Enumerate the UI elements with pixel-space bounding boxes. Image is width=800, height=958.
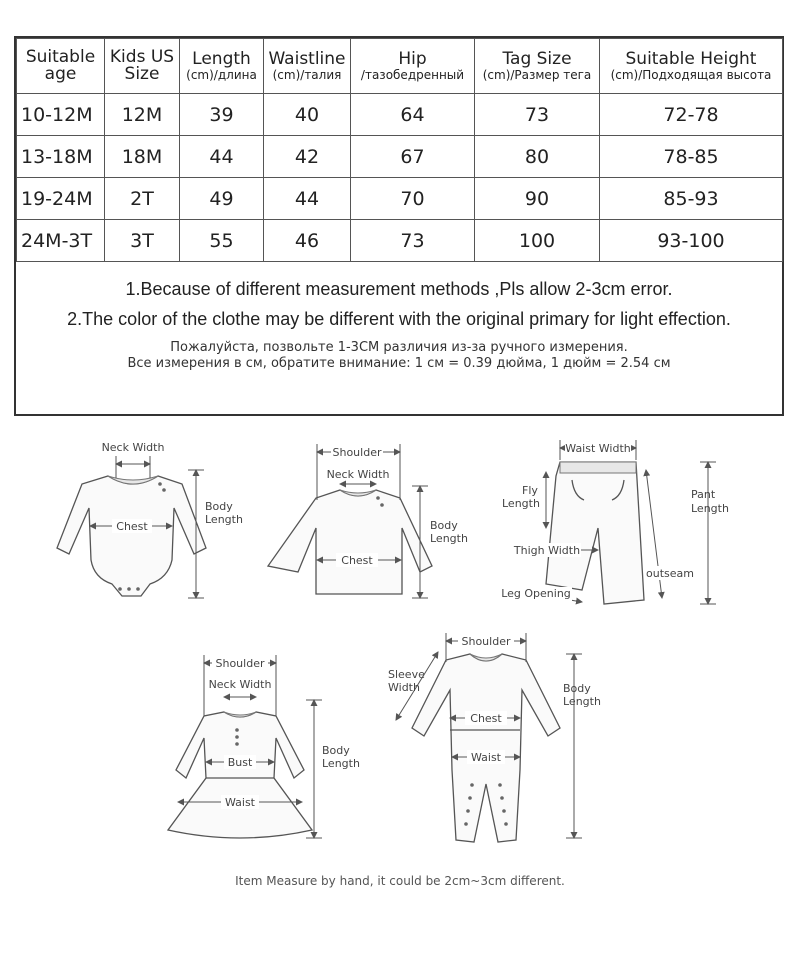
cell-length: 39 [180,94,264,136]
note-russian-2: Все измерения в см, обратите внимание: 1 см = 0.39 дюйма, 1 дюйм = 2.54 см [127,356,671,371]
table-row [17,220,783,262]
bodysuit-length-label-1: Body [205,500,233,513]
cell-tag-size: 80 [475,136,600,178]
dress-neck-label: Neck Width [208,678,272,691]
dress-bust-label: Bust [227,756,253,769]
header-sublabel: (cm)/Размер тега [482,67,592,82]
cell-age: 24M-3T [17,220,105,262]
header-label: Suitable [25,47,96,67]
romper-length-label-2: Length [563,695,601,708]
pants-outseam-label: outseam [646,567,694,580]
pants-diagram [500,440,729,604]
bodysuit-length-label-2: Length [205,513,243,526]
cell-hip: 73 [351,220,475,262]
shirt-shoulder-label: Shoulder [332,446,382,459]
header-suitable-age [17,39,105,94]
cell-hip: 67 [351,136,475,178]
note-english-2: 2.The color of the clothe may be different with the original primary for light effection. [67,309,731,329]
table-row [17,94,783,136]
cell-waistline: 46 [264,220,351,262]
footer-note: Item Measure by hand, it could be 2cm~3cm different. [235,874,565,888]
header-label: Waistline [268,48,346,69]
cell-height: 78-85 [600,136,783,178]
header-sublabel: (cm)/Подходящая высота [610,67,772,82]
header-kids-us-size [105,39,180,94]
header-sublabel: /тазобедренный [360,67,465,82]
header-label: Kids US [109,47,175,67]
romper-waist-label: Waist [470,751,502,764]
cell-age: 10-12M [17,94,105,136]
shirt-length-label-2: Length [430,532,468,545]
note-russian-1: Пожалуйста, позвольте 1-3CM различия из-за ручного измерения. [170,340,628,355]
table-header-row [17,39,783,94]
cell-us-size: 3T [105,220,180,262]
romper-chest-label: Chest [470,712,502,725]
table-row [17,178,783,220]
pants-leg-label: Leg Opening [501,587,571,600]
pants-waist-label: Waist Width [565,442,631,455]
header-label: Tag Size [502,48,572,69]
header-tag-size [475,39,600,94]
cell-tag-size: 90 [475,178,600,220]
header-sublabel: (cm)/длина [186,67,257,82]
cell-length: 44 [180,136,264,178]
cell-length: 49 [180,178,264,220]
header-sublabel: (cm)/талия [272,67,342,82]
shirt-chest-label: Chest [341,554,373,567]
header-hip [351,39,475,94]
cell-height: 72-78 [600,94,783,136]
cell-us-size: 18M [105,136,180,178]
cell-us-size: 2T [105,178,180,220]
measurement-notes [16,274,782,372]
shirt-length-label-1: Body [430,519,458,532]
cell-waistline: 40 [264,94,351,136]
cell-tag-size: 73 [475,94,600,136]
cell-age: 13-18M [17,136,105,178]
size-chart [14,36,784,416]
cell-height: 85-93 [600,178,783,220]
cell-hip: 64 [351,94,475,136]
cell-length: 55 [180,220,264,262]
table-row [17,136,783,178]
dress-length-label-1: Body [322,744,350,757]
header-waistline [264,39,351,94]
header-length [180,39,264,94]
shirt-outline [268,490,432,594]
dress-waist-label: Waist [224,796,256,809]
header-label: Size [124,64,160,84]
pants-length-label-1: Pant [691,488,716,501]
note-english-1: 1.Because of different measurement methods ,Pls allow 2-3cm error. [125,279,673,299]
romper-length-label-1: Body [563,682,591,695]
dress-length-label-2: Length [322,757,360,770]
bodysuit-neck-label: Neck Width [101,441,165,454]
cell-waistline: 44 [264,178,351,220]
dress-shoulder-label: Shoulder [215,657,265,670]
pants-length-label-2: Length [691,502,729,515]
measurement-diagrams [0,420,800,870]
dress-outline [168,712,312,838]
cell-hip: 70 [351,178,475,220]
romper-sleeve-label-2: Width [388,681,420,694]
dress-diagram [168,655,360,838]
romper-shoulder-label: Shoulder [461,635,511,648]
header-label: Suitable Height [625,48,757,69]
bodysuit-outline [57,476,206,596]
header-suitable-height [600,39,783,94]
bodysuit-diagram [57,441,243,598]
bodysuit-chest-label: Chest [116,520,148,533]
cell-tag-size: 100 [475,220,600,262]
shirt-neck-label: Neck Width [326,468,390,481]
pants-thigh-label: Thigh Width [513,544,581,557]
size-table [16,38,783,262]
header-label: Length [192,48,251,69]
shirt-diagram [268,444,468,598]
pants-fly-label-1: Fly [522,484,538,497]
pants-outline [546,462,644,604]
cell-waistline: 42 [264,136,351,178]
romper-outline [412,654,560,842]
romper-diagram [388,633,601,842]
romper-sleeve-label-1: Sleeve [388,668,425,681]
pants-fly-label-2: Length [502,497,540,510]
cell-us-size: 12M [105,94,180,136]
header-label: age [44,64,77,84]
cell-height: 93-100 [600,220,783,262]
cell-age: 19-24M [17,178,105,220]
header-label: Hip [398,48,427,69]
